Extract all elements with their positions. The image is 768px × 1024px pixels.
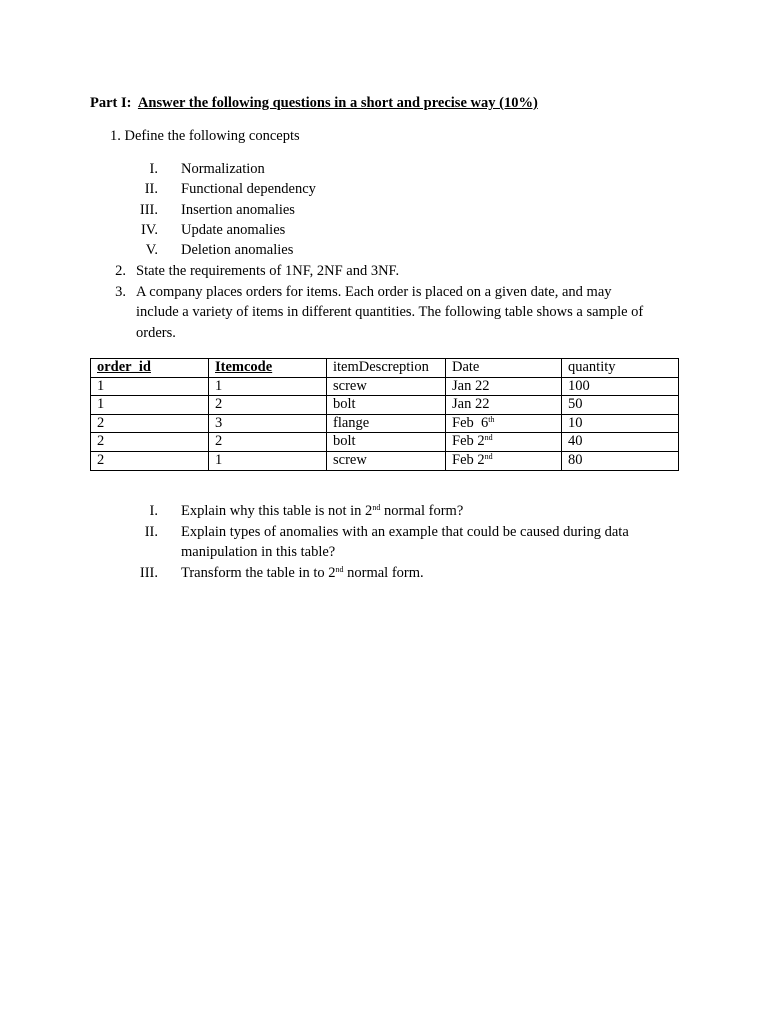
list-item-text [181, 502, 463, 520]
cell-itemcode: 1 [209, 377, 327, 396]
question-1 [110, 127, 300, 145]
question-2-text: State the requirements of 1NF, 2NF and 3NF. [136, 263, 400, 279]
cell-itemcode: 2 [209, 433, 327, 452]
cell-date-suffix: nd [484, 433, 493, 443]
table-header-row [91, 359, 679, 378]
cell-order-id: 2 [91, 414, 209, 433]
cell-date [446, 396, 562, 415]
column-header-date: Date [446, 359, 562, 378]
list-item-number: III. [139, 202, 158, 218]
cell-date-text: Feb 2 [452, 433, 485, 450]
cell-date-suffix: th [488, 414, 495, 424]
cell-description: flange [327, 414, 446, 433]
orders-table [90, 358, 679, 471]
question-2-number: 2. [115, 263, 126, 279]
subquestion-text: Explain why this table is not in 2 [181, 503, 373, 519]
ordinal-suffix: nd [372, 503, 381, 512]
list-item-text: Normalization [181, 161, 265, 177]
question-1-number: 1. [110, 128, 121, 144]
question-1-text: Define the following concepts [124, 128, 300, 144]
cell-order-id: 2 [91, 451, 209, 470]
cell-quantity: 80 [562, 451, 679, 470]
table-row [91, 377, 679, 396]
column-header-order-id: order_id [91, 359, 209, 378]
cell-order-id: 1 [91, 377, 209, 396]
cell-description: screw [327, 451, 446, 470]
cell-description: bolt [327, 433, 446, 452]
table-row [91, 396, 679, 415]
list-item-number: I. [149, 161, 158, 177]
question-3-line: orders. [136, 325, 176, 341]
question-3-number: 3. [115, 284, 126, 300]
part-heading [90, 94, 538, 112]
list-item-number: IV. [140, 222, 158, 238]
column-header-itemcode: Itemcode [209, 359, 327, 378]
list-item-number: II. [144, 524, 158, 540]
cell-quantity: 100 [562, 377, 679, 396]
cell-itemcode: 1 [209, 451, 327, 470]
ordinal-suffix: nd [335, 565, 344, 574]
cell-date-suffix: nd [484, 451, 493, 461]
table-row [91, 414, 679, 433]
cell-order-id: 2 [91, 433, 209, 452]
list-item-text: Functional dependency [181, 181, 316, 197]
cell-description: screw [327, 377, 446, 396]
question-3-line: include a variety of items in different quantities. The following table shows a sample of [136, 304, 644, 320]
part-instruction: Answer the following questions in a short and precise way (10%) [137, 95, 538, 111]
list-item-number: II. [144, 181, 158, 197]
subquestion-text: manipulation in this table? [181, 544, 336, 560]
cell-itemcode: 3 [209, 414, 327, 433]
subquestion-text: Explain types of anomalies with an example that could be caused during data [181, 524, 629, 540]
list-item-text: Update anomalies [181, 222, 286, 238]
cell-date-text: Jan 22 [452, 396, 490, 413]
cell-date [446, 377, 562, 396]
subquestion-text: Transform the table in to 2 [181, 565, 336, 581]
cell-date [446, 414, 562, 433]
question-3-line: A company places orders for items. Each order is placed on a given date, and may [136, 284, 612, 300]
cell-quantity: 50 [562, 396, 679, 415]
list-item-text: Insertion anomalies [181, 202, 295, 218]
table-row [91, 451, 679, 470]
cell-date-text: Feb 6 [452, 414, 489, 431]
column-header-item-description: itemDescreption [327, 359, 446, 378]
list-item-number: III. [139, 565, 158, 581]
subquestion-text: normal form? [380, 503, 464, 519]
list-item-text [181, 564, 424, 582]
cell-quantity: 40 [562, 433, 679, 452]
table-row [91, 433, 679, 452]
cell-date [446, 451, 562, 470]
list-item-number: I. [149, 503, 158, 519]
cell-quantity: 10 [562, 414, 679, 433]
cell-itemcode: 2 [209, 396, 327, 415]
part-label: Part I: [90, 95, 132, 111]
list-item-text: Deletion anomalies [181, 242, 294, 258]
cell-order-id: 1 [91, 396, 209, 415]
cell-date-text: Jan 22 [452, 377, 490, 394]
cell-description: bolt [327, 396, 446, 415]
cell-date-text: Feb 2 [452, 451, 485, 468]
column-header-quantity: quantity [562, 359, 679, 378]
subquestion-text: normal form. [343, 565, 424, 581]
list-item-number: V. [145, 242, 158, 258]
cell-date [446, 433, 562, 452]
